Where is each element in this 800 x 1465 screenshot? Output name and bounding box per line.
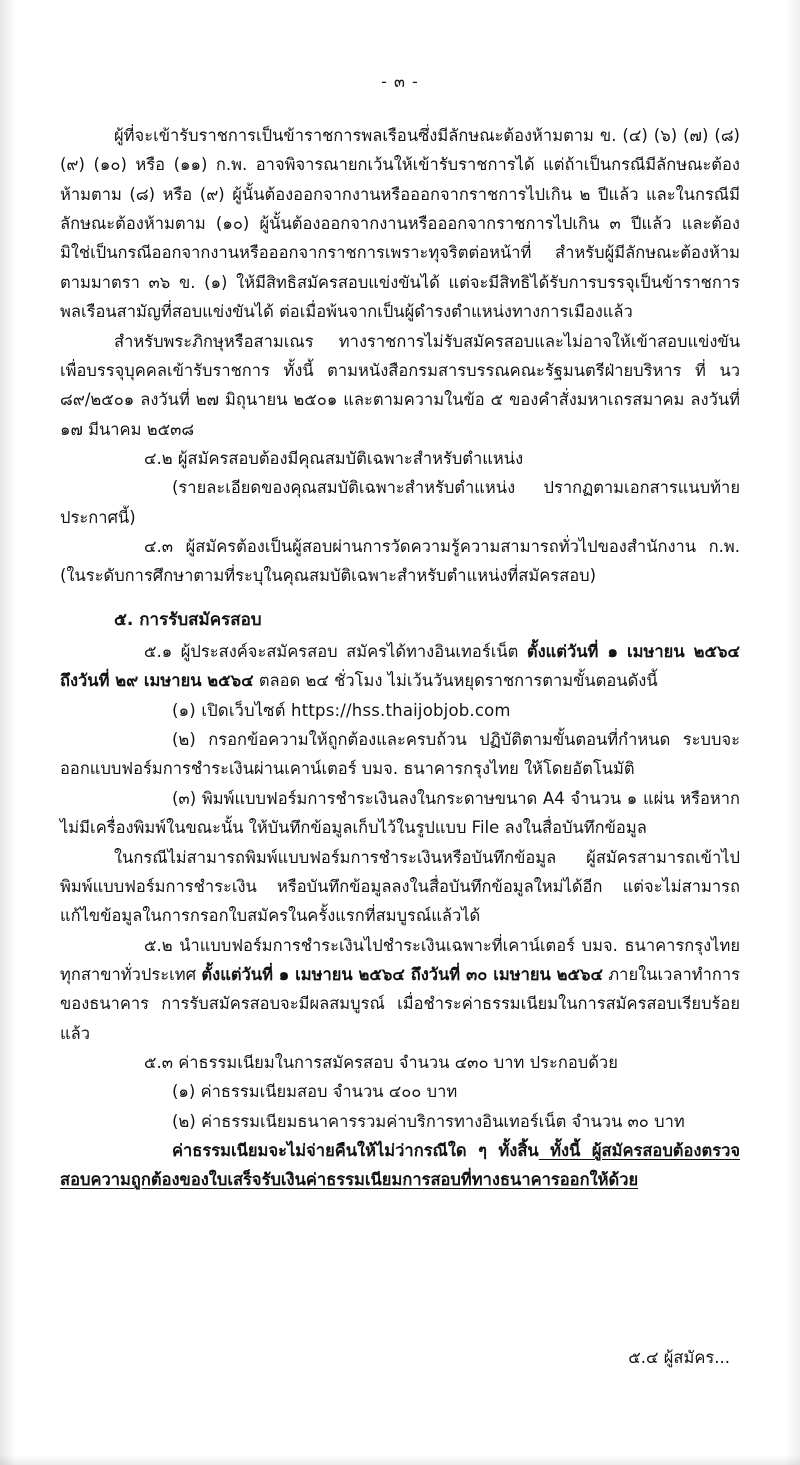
text-receipt-check-underlined: ทั้งนี้ ผู้สมัครสอบต้องตรวจสอบความถูกต้องของใบเสร็จรับเงินค่าธรรมเนียมการสอบที่ทางธนาคารออกให้ด้วย: [60, 1141, 740, 1190]
text-segment: ๕.๑ ผู้ประสงค์จะสมัครสอบ สมัครได้ทางอินเทอร์เน็ต: [144, 642, 527, 661]
paragraph-item-5-2: [60, 931, 740, 1048]
text-segment: ภายในเวลาทำการของธนาคาร การรับสมัครสอบจะมีผลสมบูรณ์ เมื่อชำระค่าธรรมเนียมในการสมัครสอบเรียบร้อยแล้ว: [60, 964, 740, 1043]
page-number: - ๓ -: [381, 72, 419, 91]
paragraph-fee-exam: (๑) ค่าธรรมเนียมสอบ จำนวน ๔๐๐ บาท: [172, 1082, 458, 1102]
paragraph-monk-restriction: สำหรับพระภิกษุหรือสามเณร ทางราชการไม่รับสมัครสอบและไม่อาจให้เข้าสอบแข่งขันเพื่อบรรจุบุคคลเข้ารับราชการ ทั้งนี้ ตามหนังสือกรมสารบรรณคณะรัฐมนตรีฝ่ายบริหาร ที่ นว ๘๙/๒๕๐๑ ลงวันที่ ๒๗ มิถุนายน ๒๕๐๑ และตามความในข้อ ๕ ของคำสั่งมหาเถรสมาคม ลงวันที่ ๑๗ มีนาคม ๒๕๓๘: [60, 331, 740, 439]
document-body: [60, 121, 740, 1195]
paragraph-item-5-1: [60, 637, 740, 696]
text-nonrefundable-bold: ค่าธรรมเนียมจะไม่จ่ายคืนให้ไม่ว่ากรณีใด ๆ ทั้งสิ้น: [172, 1141, 539, 1161]
paragraph-fee-bank: (๒) ค่าธรรมเนียมธนาคารรวมค่าบริการทางอินเทอร์เน็ต จำนวน ๓๐ บาท: [172, 1111, 685, 1131]
paragraph-step-2-form: (๒) กรอกข้อความให้ถูกต้องและครบถ้วน ปฏิบัติตามขั้นตอนที่กำหนด ระบบจะออกแบบฟอร์มการชำระเงินผ่านเคาน์เตอร์ บมจ. ธนาคารกรุงไทย ให้โดยอัตโนมัติ: [60, 730, 740, 779]
page-edge-shadow-left: [0, 0, 16, 1465]
paragraph-item-4-3: ๔.๓ ผู้สมัครต้องเป็นผู้สอบผ่านการวัดความรู้ความสามารถทั่วไปของสำนักงาน ก.พ. (ในระดับการศึกษาตามที่ระบุในคุณสมบัติเฉพาะสำหรับตำแหน่งที่สมัครสอบ): [60, 537, 740, 586]
paragraph-item-4-2: ๔.๒ ผู้สมัครสอบต้องมีคุณสมบัติเฉพาะสำหรับตำแหน่ง: [144, 448, 524, 468]
paragraph-reprint-case: ในกรณีไม่สามารถพิมพ์แบบฟอร์มการชำระเงินหรือบันทึกข้อมูล ผู้สมัครสามารถเข้าไปพิมพ์แบบฟอร์มการชำระเงิน หรือบันทึกข้อมูลลงในสื่อบันทึกข้อมูลใหม่ได้อีก แต่จะไม่สามารถแก้ไขข้อมูลในการกรอกใบสมัครในครั้งแรกที่สมบูรณ์แล้วได้: [60, 847, 740, 926]
text-segment: ตลอด ๒๔ ชั่วโมง ไม่เว้นวันหยุดราชการตามขั้นตอนดังนี้: [253, 671, 658, 691]
text-segment: ๕.๒ นำแบบฟอร์มการชำระเงินไปชำระเงินเฉพาะที่เคาน์เตอร์ บมจ. ธนาคารกรุงไทย ทุกสาขาทั่วประเทศ: [60, 935, 740, 984]
paragraph-exemption-rules: ผู้ที่จะเข้ารับราชการเป็นข้าราชการพลเรือนซึ่งมีลักษณะต้องห้ามตาม ข. (๔) (๖) (๗) (๘) (๙) (๑๐) หรือ (๑๑) ก.พ. อาจพิจารณายกเว้นให้เข้ารับราชการได้ แต่ถ้าเป็นกรณีมีลักษณะต้องห้ามตาม (๘) หรือ (๙) ผู้นั้นต้องออกจากงานหรือออกจากราชการไปเกิน ๒ ปีแล้ว และในกรณีมีลักษณะต้องห้ามตาม (๑๐) ผู้นั้นต้องออกจากงานหรือออกจากราชการไปเกิน ๓ ปีแล้ว และต้องมิใช่เป็นกรณีออกจากงานหรือออกจากราชการเพราะทุจริตต่อหน้าที่ สำหรับผู้มีลักษณะต้องห้ามตามมาตรา ๓๖ ข. (๑) ให้มีสิทธิสมัครสอบแข่งขันได้ แต่จะมีสิทธิได้รับการบรรจุเป็นข้าราชการพลเรือนสามัญที่สอบแข่งขันได้ ต่อเมื่อพ้นจากเป็นผู้ดำรงตำแหน่งทางการเมืองแล้ว: [60, 126, 740, 322]
page-edge-shadow-bottom: [0, 1455, 800, 1465]
page-edge-shadow-right: [784, 0, 800, 1465]
paragraph-item-5-3: ๕.๓ ค่าธรรมเนียมในการสมัครสอบ จำนวน ๔๓๐ บาท ประกอบด้วย: [144, 1053, 618, 1073]
text-segment-bold-payment-dates: ตั้งแต่วันที่ ๑ เมษายน ๒๕๖๔ ถึงวันที่ ๓๐ เมษายน ๒๕๖๔: [201, 964, 603, 984]
paragraph-nonrefundable-notice: [60, 1136, 740, 1195]
paragraph-qualification-note: (รายละเอียดของคุณสมบัติเฉพาะสำหรับตำแหน่ง ปรากฏตามเอกสารแนบท้ายประกาศนี้): [60, 478, 740, 527]
text-segment-bold-dates: ตั้งแต่วันที่ ๑ เมษายน ๒๕๖๔ ถึงวันที่ ๒๙ เมษายน ๒๕๖๔: [60, 642, 740, 691]
section-heading-application: ๕. การรับสมัครสอบ: [114, 609, 262, 630]
paragraph-step-1-website: (๑) เปิดเว็บไซต์ https://hss.thaijobjob.com: [172, 700, 511, 720]
page-footer-continuation: ๕.๔ ผู้สมัคร...: [628, 1347, 730, 1367]
paragraph-step-3-print: (๓) พิมพ์แบบฟอร์มการชำระเงินลงในกระดาษขนาด A4 จำนวน ๑ แผ่น หรือหากไม่มีเครื่องพิมพ์ในขณะนั้น ให้บันทึกข้อมูลเก็บไว้ในรูปแบบ File ลงในสื่อบันทึกข้อมูล: [60, 788, 740, 838]
